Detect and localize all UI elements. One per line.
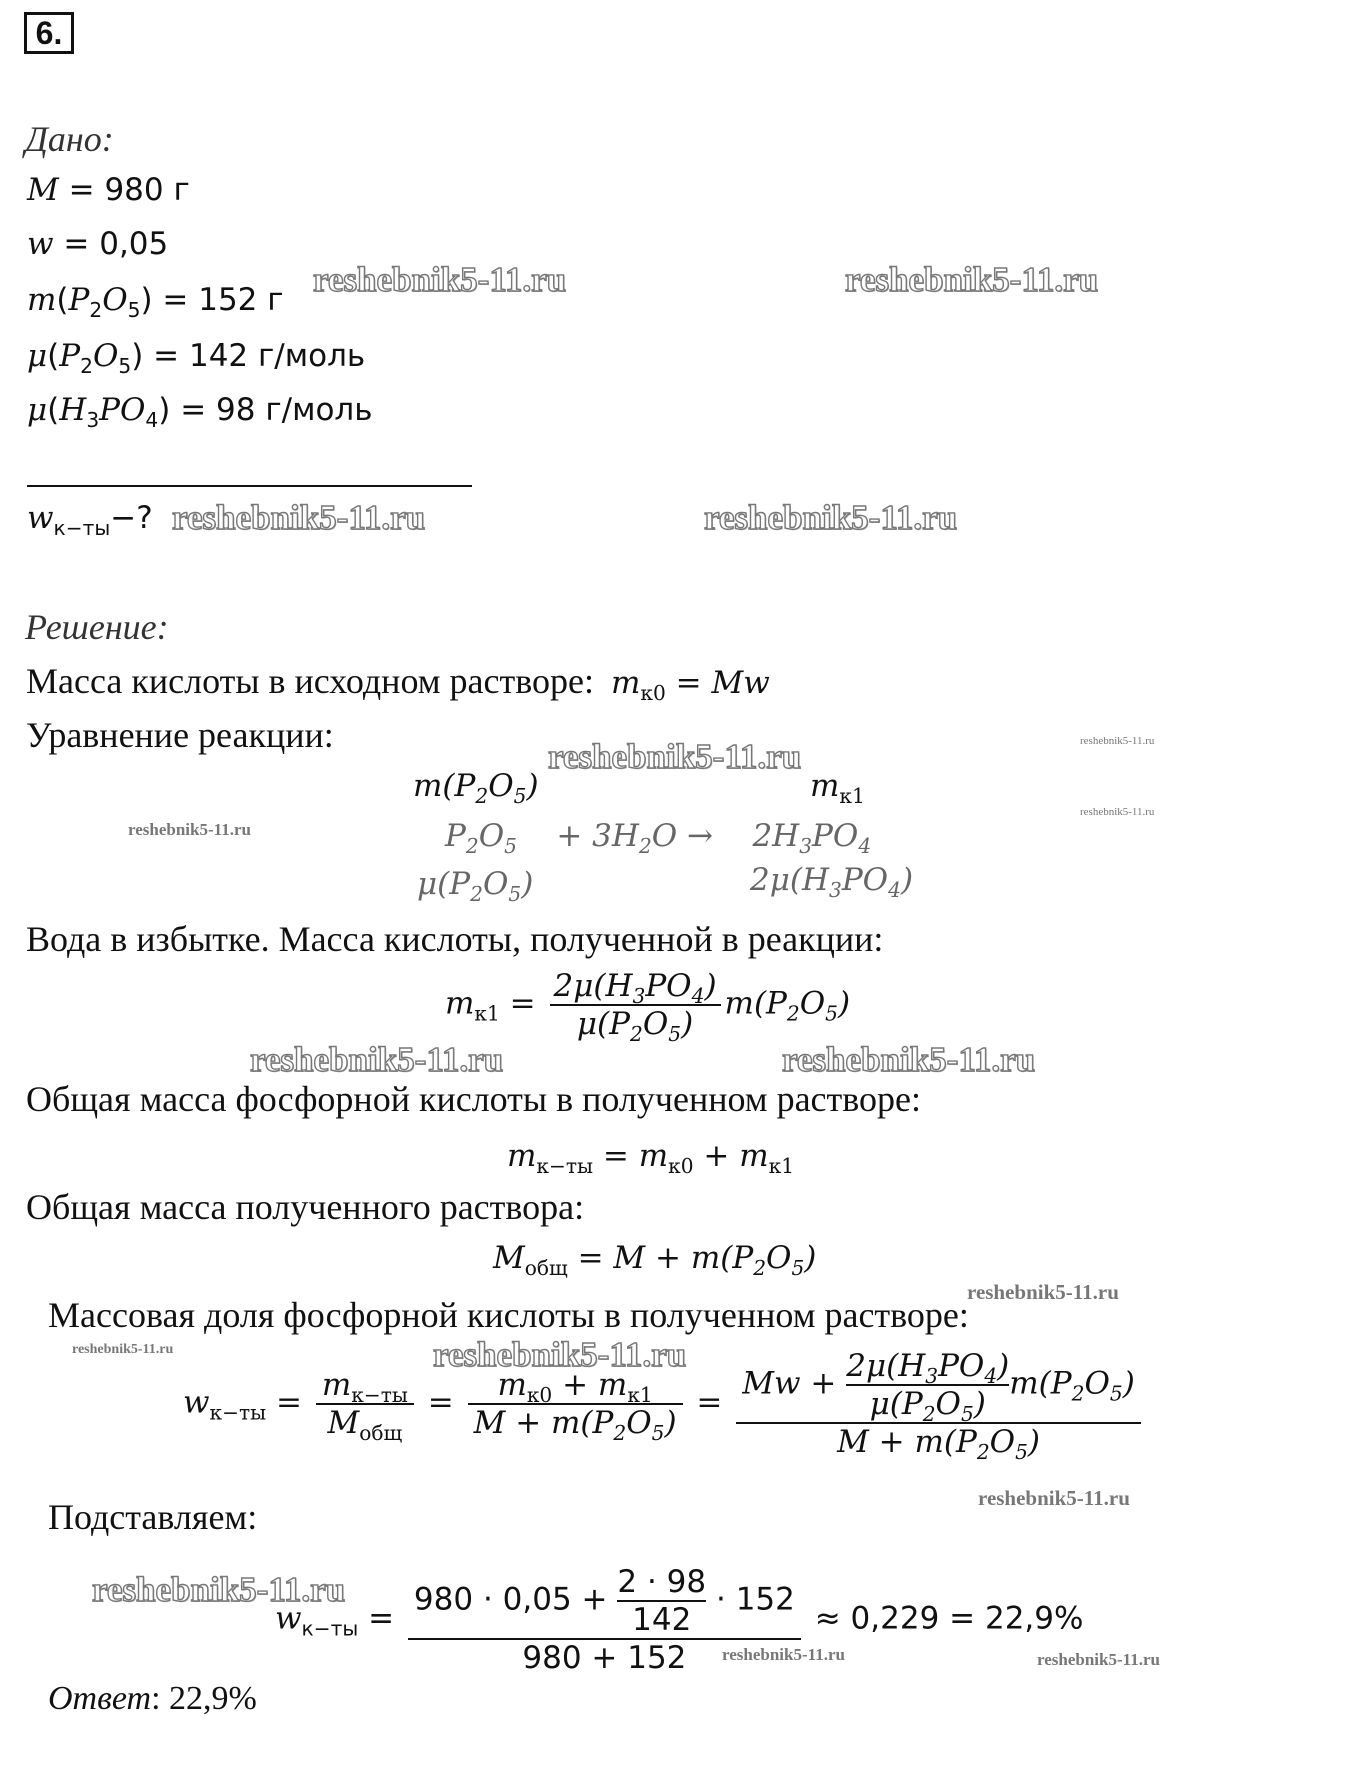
solution-label: Решение: [25, 607, 169, 647]
reaction-main: $P_2O_5$ + $3H_2O$ → $2H_3PO_4$ [445, 818, 872, 859]
watermark: reshebnik5-11.ru [1037, 1650, 1160, 1669]
watermark: reshebnik5-11.ru [250, 1040, 504, 1079]
reaction-bottom-left: $\mu(P_2O_5)$ [417, 866, 534, 907]
given-w: w = 0,05 [27, 226, 169, 262]
watermark: reshebnik5-11.ru [722, 1645, 845, 1664]
task-number: 6. [24, 12, 74, 54]
reaction-top-left: $m(P_2O_5)$ [413, 768, 539, 809]
watermark: reshebnik5-11.ru [967, 1280, 1119, 1304]
text-total-acid: Общая масса фосфорной кислоты в полученном растворе: [26, 1079, 921, 1119]
text-total-solution: Общая масса полученного раствора: [26, 1187, 585, 1227]
watermark: reshebnik5-11.ru [782, 1040, 1036, 1079]
given-M: M = 980 г [27, 172, 190, 208]
watermark: reshebnik5-11.ru [1080, 806, 1155, 818]
reaction-bottom-right: $2\mu(H_3PO_4)$ [750, 862, 914, 903]
text-water-excess: Вода в избытке. Масса кислоты, полученной в реакции: [26, 919, 884, 959]
reaction-top-right: $m_{к1}$ [810, 768, 865, 809]
watermark: reshebnik5-11.ru [72, 1342, 174, 1357]
watermark: reshebnik5-11.ru [548, 737, 802, 776]
formula-substitution: $w_{к-ты}$ = 980 · 0,05 + $\frac{2 \cdot 98}{142}$ · 152 980 + 152 ≈ 0,229 = 22,9% [275, 1564, 1084, 1676]
watermark: reshebnik5-11.ru [313, 260, 567, 299]
find-line: $w_{к-ты}-$? [27, 500, 153, 541]
watermark: reshebnik5-11.ru [978, 1486, 1130, 1510]
given-divider [27, 485, 472, 487]
formula-mk1: $m_{к1}$ = $\frac{2\mu(H_3PO_4)}{\mu(P_2O_5)}$ $m(P_2O_5)$ [445, 968, 851, 1047]
text-initial-acid: Масса кислоты в исходном растворе: $m_{к0} = Mw$ [26, 661, 770, 706]
watermark: reshebnik5-11.ru [128, 820, 251, 839]
given-label: Дано: [25, 119, 114, 159]
text-reaction-eq: Уравнение реакции: [26, 715, 334, 755]
watermark: reshebnik5-11.ru [1080, 735, 1155, 747]
given-m-p2o5: $m(P_2O_5) = 152$ г [27, 282, 284, 323]
text-substitute: Подставляем: [48, 1497, 258, 1537]
watermark: reshebnik5-11.ru [704, 498, 958, 537]
formula-total-acid: $m_{к-ты} = m_{к0} + m_{к1}$ [507, 1138, 795, 1179]
formula-mass-fraction: $w_{к-ты}$ = $\frac{m_{к-ты}}{M_{общ}}$ = $\frac{m_{к0} + m_{к1}}{M + m(P_2O_5)}$ = Mw + $\frac{2\mu(H_3PO_4)}{\mu(P_2O_5)}$ $m(P_2O_5)$ $M + m(P_2O_5)$ [183, 1348, 1145, 1460]
formula-total-mass: $M_{общ} = M + m(P_2O_5)$ [493, 1240, 817, 1281]
watermark: reshebnik5-11.ru [433, 1335, 687, 1374]
watermark: reshebnik5-11.ru [845, 260, 1099, 299]
given-mu-p2o5: $\mu(P_2O_5) = 142$ г/моль [27, 338, 366, 379]
watermark: reshebnik5-11.ru [92, 1570, 346, 1609]
text-mass-fraction: Массовая доля фосфорной кислоты в полученном растворе: [48, 1295, 969, 1335]
watermark: reshebnik5-11.ru [172, 498, 426, 537]
given-mu-h3po4: $\mu(H_3PO_4) = 98$ г/моль [27, 392, 373, 433]
answer-line: Ответ: 22,9% [48, 1680, 257, 1717]
